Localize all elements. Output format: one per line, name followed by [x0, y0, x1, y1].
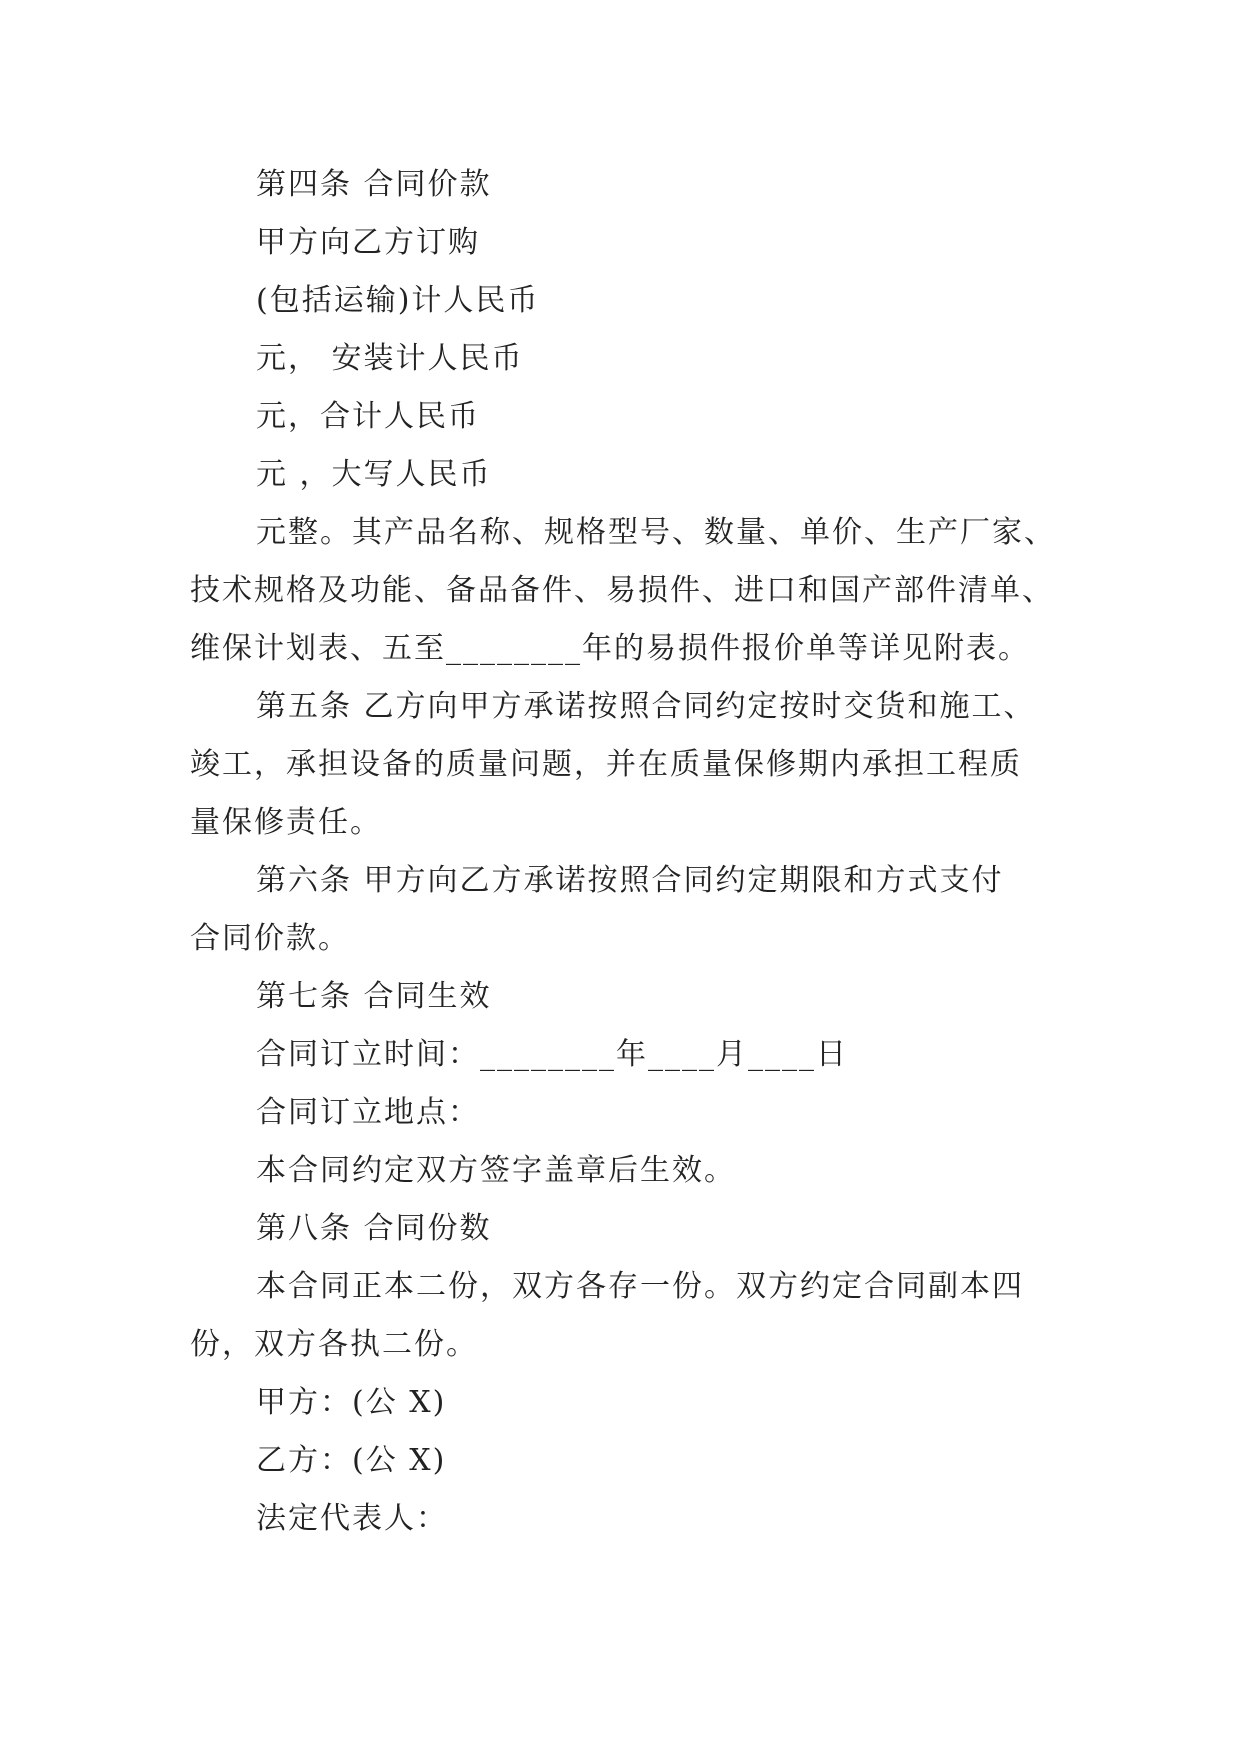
article-5-heading: 第五条 乙方向甲方承诺按照合同约定按时交货和施工、 — [256, 689, 1036, 724]
text-line: 甲方向乙方订购 — [256, 225, 480, 260]
text-line: 合同价款。 — [190, 921, 350, 956]
party-b-line: 乙方：(公 X) — [256, 1443, 447, 1478]
text-line: 本合同约定双方签字盖章后生效。 — [256, 1153, 736, 1188]
signing-place-line: 合同订立地点： — [256, 1095, 480, 1130]
text-line: 元，合计人民币 — [256, 399, 480, 434]
article-8-heading: 第八条 合同份数 — [256, 1211, 492, 1246]
party-a-line: 甲方：(公 X) — [256, 1385, 447, 1420]
text-line: 量保修责任。 — [190, 805, 382, 840]
text-line: 技术规格及功能、备品备件、易损件、进口和国产部件清单、 — [190, 573, 1054, 608]
article-6-heading: 第六条 甲方向乙方承诺按照合同约定期限和方式支付 — [256, 863, 1004, 898]
text-line: 元整。其产品名称、规格型号、数量、单价、生产厂家、 — [256, 515, 1056, 550]
text-line: 维保计划表、五至________年的易损件报价单等详见附表。 — [190, 631, 1030, 666]
text-line: 竣工，承担设备的质量问题，并在质量保修期内承担工程质 — [190, 747, 1022, 782]
text-line: 份，双方各执二份。 — [190, 1327, 478, 1362]
legal-representative-line: 法定代表人： — [256, 1501, 448, 1536]
text-line: 元 ，大写人民币 — [256, 457, 492, 492]
text-line: 本合同正本二份，双方各存一份。双方约定合同副本四 — [256, 1269, 1024, 1304]
text-line: (包括运输)计人民币 — [256, 283, 540, 318]
article-4-heading: 第四条 合同价款 — [256, 167, 492, 202]
article-7-heading: 第七条 合同生效 — [256, 979, 492, 1014]
signing-date-line: 合同订立时间：________年____月____日 — [256, 1037, 848, 1072]
text-line: 元， 安装计人民币 — [256, 341, 524, 376]
